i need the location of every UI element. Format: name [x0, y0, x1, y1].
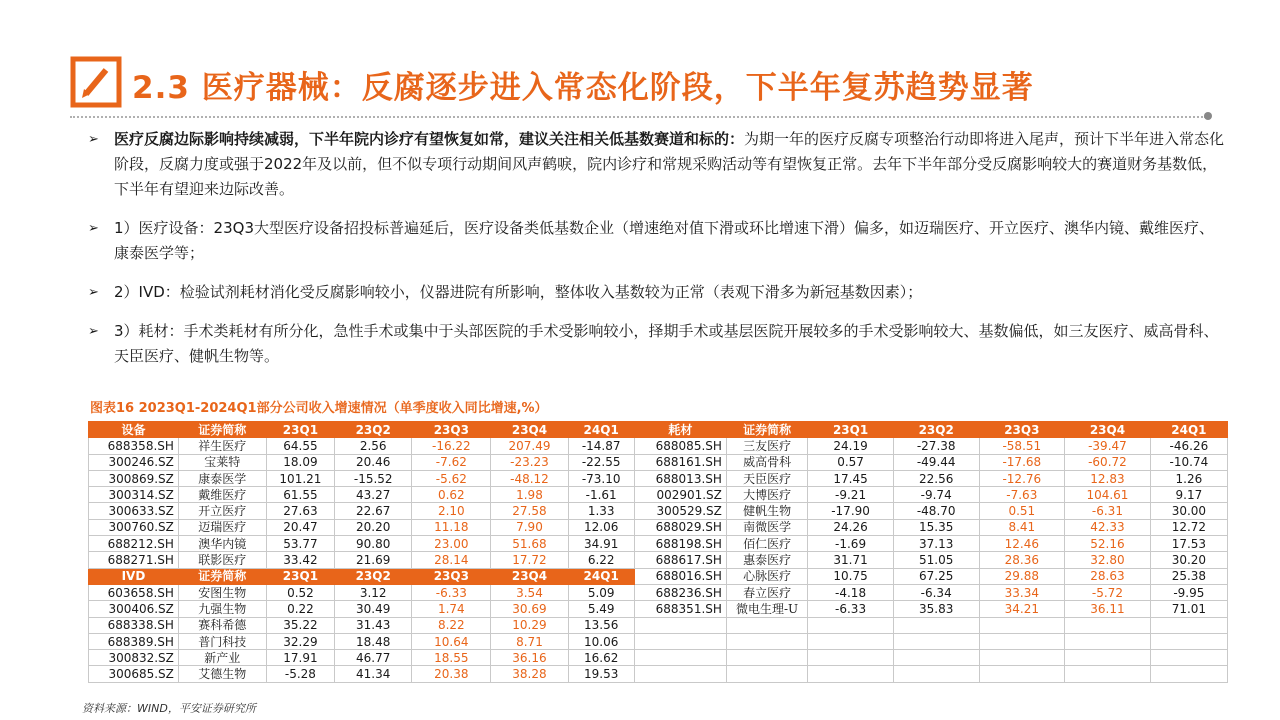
- stock-code-cell: 300529.SZ: [634, 503, 726, 519]
- value-cell: 38.28: [491, 666, 568, 682]
- value-cell: 29.88: [979, 568, 1065, 584]
- stock-name-cell: 祥生医疗: [178, 438, 266, 454]
- stock-name-cell: 开立医疗: [178, 503, 266, 519]
- value-cell: 0.22: [266, 601, 335, 617]
- stock-code-cell: 300760.SZ: [89, 519, 179, 535]
- value-cell: 10.06: [568, 633, 634, 649]
- value-cell: -39.47: [1065, 438, 1151, 454]
- bullet-item: [88, 127, 1228, 202]
- value-cell: 71.01: [1150, 601, 1227, 617]
- value-cell: 36.16: [491, 650, 568, 666]
- value-cell: 28.63: [1065, 568, 1151, 584]
- value-cell: -58.51: [979, 438, 1065, 454]
- value-cell: 5.09: [568, 584, 634, 600]
- value-cell: 53.77: [266, 536, 335, 552]
- value-cell: -5.72: [1065, 584, 1151, 600]
- stock-code-cell: 300633.SZ: [89, 503, 179, 519]
- value-cell: 33.34: [979, 584, 1065, 600]
- value-cell: -7.62: [412, 454, 491, 470]
- value-cell: -10.74: [1150, 454, 1227, 470]
- stock-code-cell: 688029.SH: [634, 519, 726, 535]
- table-row: [89, 617, 1228, 633]
- table-header-cell: 24Q1: [568, 422, 634, 438]
- value-cell: 20.46: [335, 454, 412, 470]
- value-cell: 31.43: [335, 617, 412, 633]
- table-header-cell: 23Q2: [335, 568, 412, 584]
- value-cell: 32.29: [266, 633, 335, 649]
- stock-code-cell: 300406.SZ: [89, 601, 179, 617]
- value-cell: 16.62: [568, 650, 634, 666]
- value-cell: 8.22: [412, 617, 491, 633]
- value-cell: 8.41: [979, 519, 1065, 535]
- table-row: [89, 584, 1228, 600]
- stock-name-cell: [726, 650, 807, 666]
- value-cell: [1065, 633, 1151, 649]
- stock-name-cell: 澳华内镜: [178, 536, 266, 552]
- value-cell: 6.22: [568, 552, 634, 568]
- value-cell: 207.49: [491, 438, 568, 454]
- slide-header: [70, 52, 1220, 122]
- growth-table: [88, 421, 1228, 683]
- table-header-cell: 23Q3: [979, 422, 1065, 438]
- value-cell: 7.90: [491, 519, 568, 535]
- table-row: [89, 519, 1228, 535]
- value-cell: 20.38: [412, 666, 491, 682]
- table-row: [89, 536, 1228, 552]
- value-cell: [893, 633, 979, 649]
- value-cell: -6.33: [808, 601, 894, 617]
- stock-name-cell: 微电生理-U: [726, 601, 807, 617]
- value-cell: 43.27: [335, 487, 412, 503]
- stock-name-cell: 九强生物: [178, 601, 266, 617]
- value-cell: 12.46: [979, 536, 1065, 552]
- value-cell: 10.64: [412, 633, 491, 649]
- value-cell: 20.20: [335, 519, 412, 535]
- value-cell: 37.13: [893, 536, 979, 552]
- value-cell: -5.62: [412, 470, 491, 486]
- value-cell: 22.56: [893, 470, 979, 486]
- stock-code-cell: 688085.SH: [634, 438, 726, 454]
- value-cell: 3.12: [335, 584, 412, 600]
- table-header-cell: 耗材: [634, 422, 726, 438]
- table-header-cell: 24Q1: [1150, 422, 1227, 438]
- table-row: [89, 454, 1228, 470]
- table-row: [89, 568, 1228, 584]
- value-cell: 28.14: [412, 552, 491, 568]
- table-header-cell: 证券简称: [178, 568, 266, 584]
- stock-name-cell: 戴维医疗: [178, 487, 266, 503]
- table-row: [89, 601, 1228, 617]
- value-cell: -22.55: [568, 454, 634, 470]
- stock-code-cell: 688271.SH: [89, 552, 179, 568]
- value-cell: 12.72: [1150, 519, 1227, 535]
- page-title: 2.3 医疗器械：反腐逐步进入常态化阶段，下半年复苏趋势显著: [132, 70, 1034, 106]
- value-cell: 61.55: [266, 487, 335, 503]
- stock-code-cell: 688198.SH: [634, 536, 726, 552]
- value-cell: [893, 617, 979, 633]
- stock-code-cell: [634, 666, 726, 682]
- value-cell: 10.75: [808, 568, 894, 584]
- value-cell: 3.54: [491, 584, 568, 600]
- table-row: [89, 633, 1228, 649]
- value-cell: 27.63: [266, 503, 335, 519]
- value-cell: [1150, 650, 1227, 666]
- value-cell: -48.70: [893, 503, 979, 519]
- value-cell: [979, 650, 1065, 666]
- value-cell: [1150, 617, 1227, 633]
- value-cell: 11.18: [412, 519, 491, 535]
- table-header-cell: 设备: [89, 422, 179, 438]
- value-cell: 22.67: [335, 503, 412, 519]
- table-header-cell: 23Q3: [412, 568, 491, 584]
- table-header-cell: 23Q2: [335, 422, 412, 438]
- value-cell: -16.22: [412, 438, 491, 454]
- value-cell: 46.77: [335, 650, 412, 666]
- value-cell: [808, 666, 894, 682]
- stock-name-cell: 迈瑞医疗: [178, 519, 266, 535]
- table-header-cell: 23Q1: [266, 422, 335, 438]
- stock-name-cell: 普门科技: [178, 633, 266, 649]
- value-cell: 23.00: [412, 536, 491, 552]
- value-cell: -17.68: [979, 454, 1065, 470]
- table-header-cell: 23Q4: [491, 422, 568, 438]
- stock-name-cell: 春立医疗: [726, 584, 807, 600]
- stock-name-cell: 大博医疗: [726, 487, 807, 503]
- value-cell: 101.21: [266, 470, 335, 486]
- value-cell: -17.90: [808, 503, 894, 519]
- value-cell: 64.55: [266, 438, 335, 454]
- value-cell: 10.29: [491, 617, 568, 633]
- table-row: [89, 650, 1228, 666]
- value-cell: 2.56: [335, 438, 412, 454]
- stock-name-cell: 惠泰医疗: [726, 552, 807, 568]
- value-cell: 1.33: [568, 503, 634, 519]
- value-cell: 27.58: [491, 503, 568, 519]
- value-cell: 18.55: [412, 650, 491, 666]
- value-cell: [893, 666, 979, 682]
- stock-name-cell: 艾德生物: [178, 666, 266, 682]
- stock-code-cell: 688358.SH: [89, 438, 179, 454]
- stock-code-cell: 688617.SH: [634, 552, 726, 568]
- bullet-lead: 医疗反腐边际影响持续减弱，下半年院内诊疗有望恢复如常，建议关注相关低基数赛道和标的：: [114, 130, 745, 148]
- stock-name-cell: 健帆生物: [726, 503, 807, 519]
- value-cell: [1065, 666, 1151, 682]
- stock-name-cell: [726, 633, 807, 649]
- value-cell: [1150, 666, 1227, 682]
- stock-code-cell: 002901.SZ: [634, 487, 726, 503]
- value-cell: -15.52: [335, 470, 412, 486]
- stock-name-cell: [726, 617, 807, 633]
- value-cell: 30.00: [1150, 503, 1227, 519]
- pencil-icon: [70, 56, 122, 108]
- value-cell: -48.12: [491, 470, 568, 486]
- bullet-text: 3）耗材：手术类耗材有所分化，急性手术或集中于头部医院的手术受影响较小，择期手术或基层医院开展较多的手术受影响较大、基数偏低，如三友医疗、威高骨科、天臣医疗、健帆生物等。: [114, 322, 1219, 365]
- table-header-cell: 23Q2: [893, 422, 979, 438]
- table-header-cell: 24Q1: [568, 568, 634, 584]
- value-cell: -9.21: [808, 487, 894, 503]
- stock-code-cell: 688351.SH: [634, 601, 726, 617]
- value-cell: 30.49: [335, 601, 412, 617]
- value-cell: 33.42: [266, 552, 335, 568]
- value-cell: -1.69: [808, 536, 894, 552]
- stock-code-cell: 603658.SH: [89, 584, 179, 600]
- arrow-bullet-icon: ➢: [88, 221, 99, 236]
- value-cell: -46.26: [1150, 438, 1227, 454]
- stock-name-cell: [726, 666, 807, 682]
- value-cell: 20.47: [266, 519, 335, 535]
- value-cell: [979, 666, 1065, 682]
- value-cell: [979, 633, 1065, 649]
- value-cell: 41.34: [335, 666, 412, 682]
- stock-code-cell: 688338.SH: [89, 617, 179, 633]
- value-cell: -6.31: [1065, 503, 1151, 519]
- value-cell: 90.80: [335, 536, 412, 552]
- value-cell: -1.61: [568, 487, 634, 503]
- value-cell: 34.91: [568, 536, 634, 552]
- stock-name-cell: 安图生物: [178, 584, 266, 600]
- value-cell: 28.36: [979, 552, 1065, 568]
- stock-name-cell: 南微医学: [726, 519, 807, 535]
- table-row: [89, 503, 1228, 519]
- value-cell: -7.63: [979, 487, 1065, 503]
- stock-name-cell: 心脉医疗: [726, 568, 807, 584]
- table-row: [89, 666, 1228, 682]
- arrow-bullet-icon: ➢: [88, 324, 99, 339]
- table-row: [89, 552, 1228, 568]
- value-cell: -5.28: [266, 666, 335, 682]
- bullet-text: 1）医疗设备：23Q3大型医疗设备招投标普遍延后，医疗设备类低基数企业（增速绝对值下滑或环比增速下滑）偏多，如迈瑞医疗、开立医疗、澳华内镜、戴维医疗、康泰医学等；: [114, 219, 1214, 262]
- stock-code-cell: 688161.SH: [634, 454, 726, 470]
- stock-code-cell: 688212.SH: [89, 536, 179, 552]
- stock-name-cell: 新产业: [178, 650, 266, 666]
- value-cell: 17.45: [808, 470, 894, 486]
- title-divider: [70, 116, 1206, 118]
- bullet-text: 为期一年的医疗反腐专项整治行动即将进入尾声，预计下半年进入常态化阶段，反腐力度或强于2022年及以前，但不似专项行动期间风声鹤唳，院内诊疗和常规采购活动等有望恢复正常。去年下半年部分受反腐影响较大的赛道财务基数低，下半年有望迎来边际改善。: [114, 130, 1225, 198]
- value-cell: -73.10: [568, 470, 634, 486]
- stock-code-cell: [634, 617, 726, 633]
- value-cell: [808, 633, 894, 649]
- stock-code-cell: 688236.SH: [634, 584, 726, 600]
- stock-name-cell: 宝莱特: [178, 454, 266, 470]
- value-cell: 52.16: [1065, 536, 1151, 552]
- value-cell: [1065, 650, 1151, 666]
- stock-name-cell: 三友医疗: [726, 438, 807, 454]
- table-header-cell: 23Q4: [1065, 422, 1151, 438]
- value-cell: -23.23: [491, 454, 568, 470]
- value-cell: 67.25: [893, 568, 979, 584]
- stock-name-cell: 威高骨科: [726, 454, 807, 470]
- table-header-cell: 23Q4: [491, 568, 568, 584]
- value-cell: 35.22: [266, 617, 335, 633]
- value-cell: 8.71: [491, 633, 568, 649]
- stock-name-cell: 天臣医疗: [726, 470, 807, 486]
- stock-code-cell: 688016.SH: [634, 568, 726, 584]
- value-cell: 18.09: [266, 454, 335, 470]
- value-cell: 9.17: [1150, 487, 1227, 503]
- table-header-cell: 证券简称: [178, 422, 266, 438]
- value-cell: 21.69: [335, 552, 412, 568]
- value-cell: 35.83: [893, 601, 979, 617]
- divider-dot: [1204, 112, 1212, 120]
- arrow-bullet-icon: ➢: [88, 132, 99, 147]
- value-cell: 25.38: [1150, 568, 1227, 584]
- stock-code-cell: 300246.SZ: [89, 454, 179, 470]
- value-cell: -60.72: [1065, 454, 1151, 470]
- value-cell: 32.80: [1065, 552, 1151, 568]
- value-cell: 12.83: [1065, 470, 1151, 486]
- value-cell: 36.11: [1065, 601, 1151, 617]
- value-cell: -6.34: [893, 584, 979, 600]
- value-cell: -14.87: [568, 438, 634, 454]
- stock-code-cell: 300832.SZ: [89, 650, 179, 666]
- table-header-cell: 证券简称: [726, 422, 807, 438]
- value-cell: 17.91: [266, 650, 335, 666]
- stock-code-cell: 300685.SZ: [89, 666, 179, 682]
- value-cell: -9.95: [1150, 584, 1227, 600]
- table-row: [89, 470, 1228, 486]
- value-cell: 30.20: [1150, 552, 1227, 568]
- table-caption: 图表16 2023Q1-2024Q1部分公司收入增速情况（单季度收入同比增速,%）: [90, 401, 548, 416]
- stock-code-cell: 300869.SZ: [89, 470, 179, 486]
- value-cell: 2.10: [412, 503, 491, 519]
- stock-code-cell: 688013.SH: [634, 470, 726, 486]
- table-header-cell: 23Q3: [412, 422, 491, 438]
- value-cell: 19.53: [568, 666, 634, 682]
- value-cell: 24.26: [808, 519, 894, 535]
- value-cell: 51.68: [491, 536, 568, 552]
- value-cell: [808, 617, 894, 633]
- table-row: [89, 487, 1228, 503]
- value-cell: 12.06: [568, 519, 634, 535]
- bullet-list: [88, 127, 1228, 383]
- stock-code-cell: 300314.SZ: [89, 487, 179, 503]
- stock-code-cell: [634, 633, 726, 649]
- value-cell: -27.38: [893, 438, 979, 454]
- table-header-cell: 23Q1: [266, 568, 335, 584]
- value-cell: [893, 650, 979, 666]
- arrow-bullet-icon: ➢: [88, 285, 99, 300]
- value-cell: 51.05: [893, 552, 979, 568]
- stock-code-cell: 688389.SH: [89, 633, 179, 649]
- value-cell: 17.72: [491, 552, 568, 568]
- table-header-cell: 23Q1: [808, 422, 894, 438]
- value-cell: -12.76: [979, 470, 1065, 486]
- value-cell: 31.71: [808, 552, 894, 568]
- value-cell: [1150, 633, 1227, 649]
- value-cell: 0.62: [412, 487, 491, 503]
- value-cell: 0.51: [979, 503, 1065, 519]
- bullet-item: [88, 280, 1228, 305]
- value-cell: [979, 617, 1065, 633]
- value-cell: 18.48: [335, 633, 412, 649]
- value-cell: 30.69: [491, 601, 568, 617]
- stock-name-cell: 联影医疗: [178, 552, 266, 568]
- table-row: [89, 438, 1228, 454]
- value-cell: [808, 650, 894, 666]
- value-cell: -49.44: [893, 454, 979, 470]
- table-row: [89, 422, 1228, 438]
- value-cell: 0.57: [808, 454, 894, 470]
- value-cell: 104.61: [1065, 487, 1151, 503]
- value-cell: 24.19: [808, 438, 894, 454]
- value-cell: 15.35: [893, 519, 979, 535]
- value-cell: 1.98: [491, 487, 568, 503]
- bullet-item: [88, 319, 1228, 369]
- value-cell: 42.33: [1065, 519, 1151, 535]
- value-cell: 17.53: [1150, 536, 1227, 552]
- value-cell: 5.49: [568, 601, 634, 617]
- stock-name-cell: 康泰医学: [178, 470, 266, 486]
- value-cell: 1.26: [1150, 470, 1227, 486]
- bullet-item: [88, 216, 1228, 266]
- table-header-cell: IVD: [89, 568, 179, 584]
- value-cell: -4.18: [808, 584, 894, 600]
- stock-name-cell: 佰仁医疗: [726, 536, 807, 552]
- value-cell: 1.74: [412, 601, 491, 617]
- value-cell: [1065, 617, 1151, 633]
- value-cell: 34.21: [979, 601, 1065, 617]
- stock-code-cell: [634, 650, 726, 666]
- bullet-text: 2）IVD：检验试剂耗材消化受反腐影响较小，仪器进院有所影响，整体收入基数较为正常（表观下滑多为新冠基数因素）；: [114, 283, 923, 301]
- source-note: 资料来源：WIND，平安证券研究所: [82, 702, 256, 715]
- value-cell: -6.33: [412, 584, 491, 600]
- value-cell: 13.56: [568, 617, 634, 633]
- value-cell: -9.74: [893, 487, 979, 503]
- stock-name-cell: 赛科希德: [178, 617, 266, 633]
- value-cell: 0.52: [266, 584, 335, 600]
